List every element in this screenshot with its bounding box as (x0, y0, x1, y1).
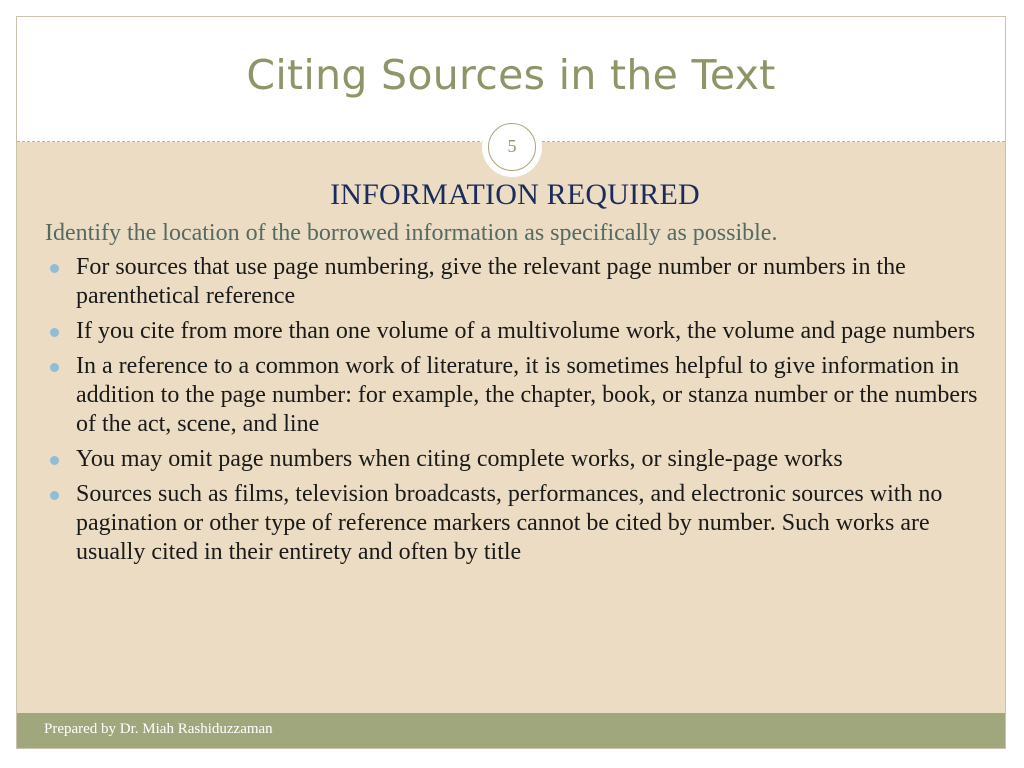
list-item-text: For sources that use page numbering, give the relevant page number or numbers in the parenthetical reference (76, 254, 906, 309)
bullet-dot-icon (50, 456, 59, 465)
section-subheading: Identify the location of the borrowed information as specifically as possible. (45, 220, 778, 246)
list-item (45, 352, 985, 439)
page-number-badge (482, 117, 542, 177)
bullet-dot-icon (50, 363, 59, 372)
footer-bar (17, 713, 1005, 748)
bullet-dot-icon (50, 328, 59, 337)
list-item (45, 445, 985, 474)
section-heading: INFORMATION REQUIRED (330, 178, 700, 211)
list-item-text: In a reference to a common work of literature, it is sometimes helpful to give information in addition to the page number: for example, the chapter, book, or stanza number or the numbers of the act, scene, and line (76, 353, 978, 437)
list-item (45, 253, 985, 311)
page-number: 5 (488, 123, 536, 171)
list-item-text: If you cite from more than one volume of a multivolume work, the volume and page numbers (76, 318, 976, 344)
slide-title: Citing Sources in the Text (246, 51, 776, 99)
bullet-dot-icon (50, 264, 59, 273)
bullet-list (45, 253, 985, 567)
list-item-text: You may omit page numbers when citing complete works, or single-page works (76, 446, 843, 472)
bullet-dot-icon (50, 491, 59, 500)
slide-content (45, 175, 985, 573)
list-item-text: Sources such as films, television broadcasts, performances, and electronic sources with no pagination or other type of reference markers cannot be cited by number. Such works are usually cited in their entirety and often by title (76, 481, 943, 565)
slide (16, 16, 1006, 749)
footer-credit: Prepared by Dr. Miah Rashiduzzaman (44, 721, 273, 737)
list-item (45, 480, 985, 567)
list-item (45, 317, 985, 346)
